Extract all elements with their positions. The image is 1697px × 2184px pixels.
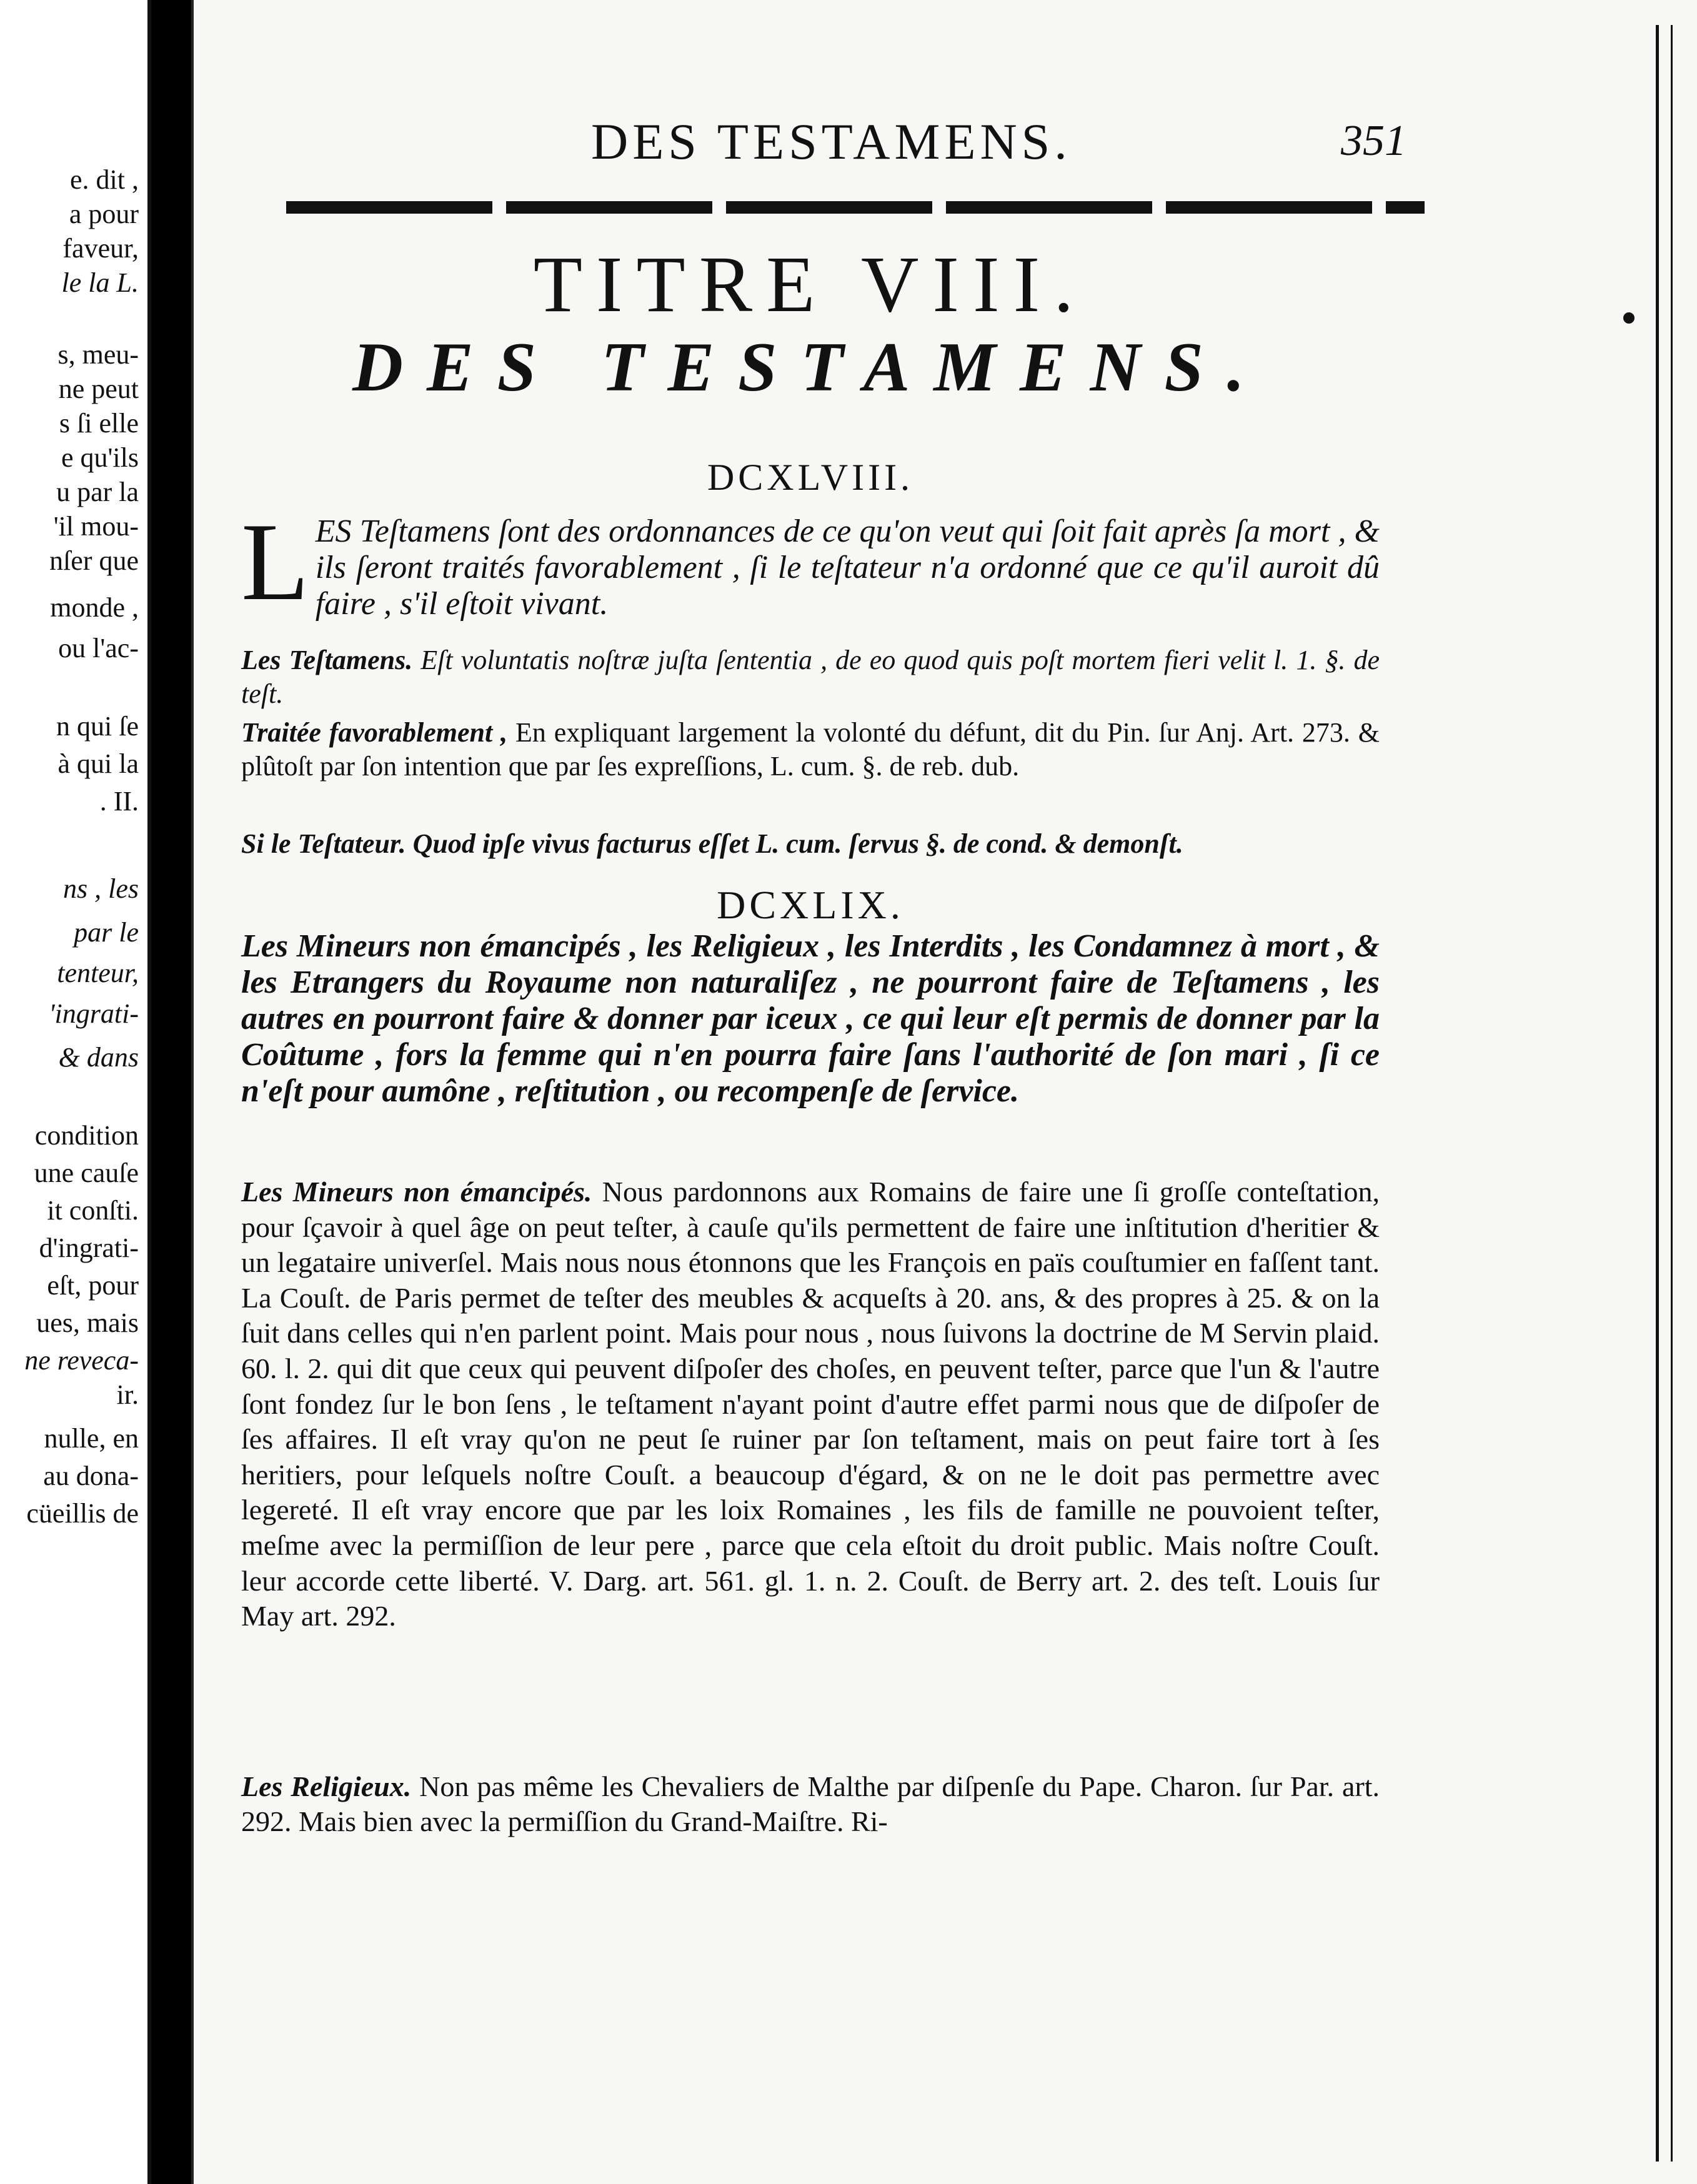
commentary-note <box>241 1769 1380 1839</box>
facing-line: ne peut <box>58 374 139 404</box>
page-edge-line <box>1656 25 1659 2162</box>
note-body: Nous pardonnons aux Romains de faire une ſi groſſe conteſtation, pour ſçavoir à quel âge on peut teſter, à cauſe qu'ils permettent de faire une inſtitution d'heritier & un legataire univerſel. Mais nous nous étonnons que les François en païs couſtumier en faſſent tant. La Couſt. de Paris permet de teſter des meubles & acqueſts à 20. ans, & des propres à 25. & on la ſuit dans celles qui n'en parlent point. Mais pour nous , nous ſuivons la doctrine de M Servin plaid. 60. l. 2. qui dit que ceux qui peuvent diſpoſer des choſes, en peuvent teſter, parce que l'un & l'autre ſont fondez ſur le bon ſens , le teſtament n'ayant point d'autre effet parmi nous que de diſpoſer de ſes affaires. Il eſt vray qu'on ne peut ſe ruiner par ſon teſtament, mais on peut faire tort à ſes heritiers, pour leſquels noſtre Couſt. a beaucoup d'égard, & on ne le doit pas permettre avec legereté. Il eſt vray encore que par les loix Romaines , les fils de famille ne pouvoient teſter, meſme avec la permiſſion de leur pere , parce que cela eſtoit du droit public. Mais noſtre Couſt. leur accorde cette liberté. V. Darg. art. 561. gl. 1. n. 2. Couſt. de Berry art. 2. des teſt. Louis ſur May art. 292. <box>241 1176 1380 1632</box>
article-number: DCXLIX. <box>717 883 904 927</box>
note-body: Quod ipſe vivus facturus eſſet L. cum. ſervus §. de cond. & demonſt. <box>412 828 1183 859</box>
page-content <box>241 0 1528 2184</box>
article-body: ES Teſtamens ſont des ordonnances de ce qu'on veut qui ſoit fait après ſa mort , & ils ſeront traités favorablement , ſi le teſtateur n'a ordonné que ce qu'il auroit dû faire , s'il eſtoit vivant. <box>315 514 1380 622</box>
chapter-subtitle: DES TESTAMENS. <box>352 329 1268 406</box>
facing-line: cüeillis de <box>26 1498 139 1529</box>
facing-line: nulle, en <box>44 1423 139 1454</box>
facing-line: nſer que <box>49 545 139 576</box>
facing-line: ues, mais <box>36 1308 139 1338</box>
facing-line: 'ingrati- <box>49 998 139 1029</box>
facing-line: n qui ſe <box>56 711 139 742</box>
facing-line: faveur, <box>62 233 139 264</box>
note-lead: Les Teſtamens. <box>241 645 413 675</box>
commentary-note <box>241 643 1380 711</box>
facing-page-fragment <box>0 0 151 2184</box>
facing-line: a pour <box>69 199 139 229</box>
facing-line: tenteur, <box>57 958 139 988</box>
facing-line: par le <box>74 917 139 948</box>
facing-line: ne reveca- <box>24 1345 139 1376</box>
facing-line: condition <box>34 1120 139 1151</box>
facing-line: 'il mou- <box>53 511 139 542</box>
note-body: Non pas même les Chevaliers de Malthe par diſpenſe du Pape. Charon. ſur Par. art. 292. Mais bien avec la permiſſion du Grand-Maiſtre. Ri- <box>241 1770 1380 1837</box>
facing-line: à qui la <box>57 748 139 779</box>
facing-line: & dans <box>58 1042 139 1073</box>
facing-line: . II. <box>99 786 139 817</box>
facing-line: e qu'ils <box>61 442 139 473</box>
page-edge-line <box>1671 25 1673 2162</box>
chapter-title: TITRE VIII. <box>533 240 1088 329</box>
facing-line: ns , les <box>63 873 139 904</box>
facing-line: s ſi elle <box>59 408 139 439</box>
page-351 <box>191 0 1697 2184</box>
facing-line: au dona- <box>43 1461 139 1491</box>
article-number: DCXLVIII. <box>707 457 914 498</box>
drop-cap: L <box>241 500 309 623</box>
page-number: 351 <box>1341 117 1406 165</box>
facing-line: ou l'ac- <box>58 633 139 663</box>
note-lead: Si le Teſtateur. <box>241 828 406 859</box>
facing-line: d'ingrati- <box>39 1233 139 1263</box>
facing-line: le la L. <box>61 267 139 298</box>
facing-line: monde , <box>50 592 139 623</box>
facing-line: u par la <box>56 477 139 507</box>
facing-line: it conſti. <box>47 1195 139 1226</box>
note-lead: Traitée favorablement , <box>241 717 508 748</box>
facing-line: une cauſe <box>34 1158 139 1188</box>
note-body: En expliquant largement la volonté du défunt, dit du Pin. ſur Anj. Art. 273. & plûtoſt par ſon intention que par ſes expreſſions, L. cum. §. de reb. dub. <box>241 717 1380 782</box>
commentary-note <box>241 1174 1380 1634</box>
note-lead: Les Religieux. <box>241 1770 412 1802</box>
commentary-note <box>241 827 1380 861</box>
note-lead: Les Mineurs non émancipés. <box>241 1176 592 1208</box>
article-text: Les Mineurs non émancipés , les Religieux , les Interdits , les Condamnez à mort , & les Etrangers du Royaume non naturaliſez , ne pourront faire de Teſtamens , les autres en pourront faire & donner par iceux , ce qui leur eſt permis de donner par la Coûtume , fors la femme qui n'en pourra faire ſans l'authorité de ſon mari , ſi ce n'eſt pour aumône , reſtitution , ou recompenſe de ſervice. <box>241 928 1380 1109</box>
header-rule <box>286 201 1425 214</box>
note-body: Eſt voluntatis noſtræ juſta ſententia , de eo quod quis poſt mortem fieri velit l. 1. §. de teſt. <box>241 645 1380 709</box>
facing-line: e. dit , <box>70 164 139 195</box>
running-head: DES TESTAMENS. <box>591 113 1072 170</box>
facing-line: eſt, pour <box>47 1270 139 1301</box>
book-gutter <box>151 0 191 2184</box>
ink-speck <box>1623 312 1635 324</box>
commentary-note <box>241 716 1380 783</box>
facing-line: ir. <box>116 1379 139 1410</box>
article-text <box>241 500 1380 623</box>
facing-line: s, meu- <box>57 339 139 370</box>
